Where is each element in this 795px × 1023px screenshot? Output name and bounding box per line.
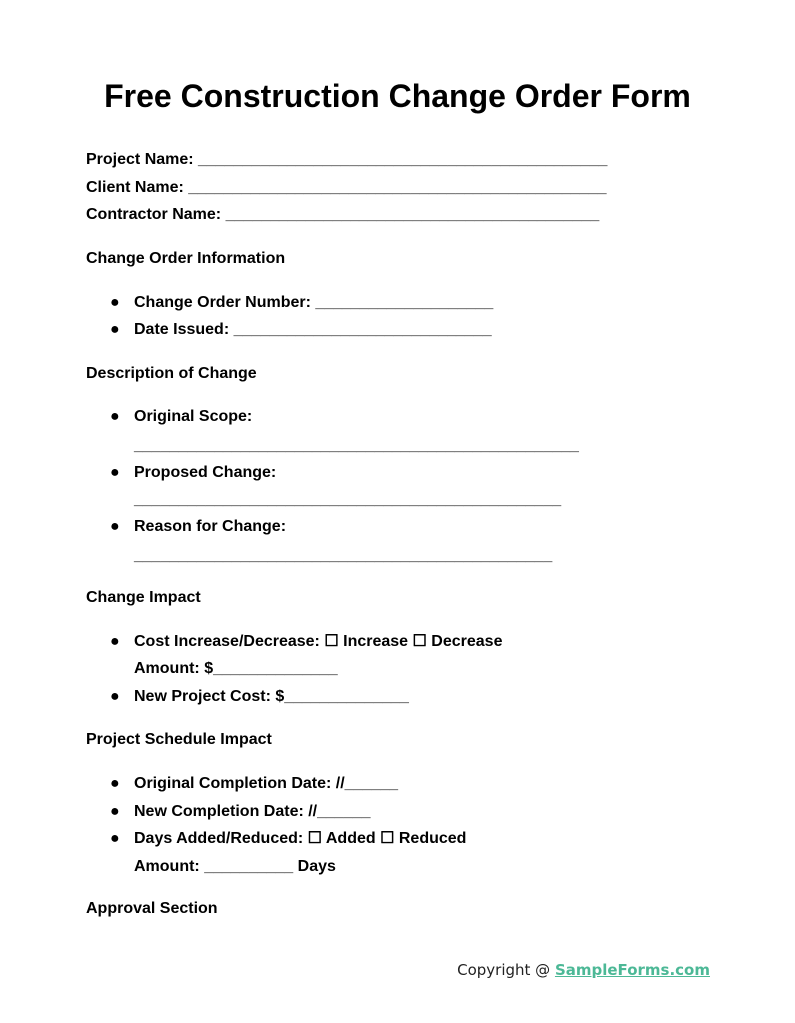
bullet-icon: ●: [110, 830, 120, 847]
contractor-name-field[interactable]: Contractor Name: __________________________________________: [86, 206, 600, 223]
section-heading-description: Description of Change: [86, 365, 257, 382]
days-added-reduced-checkboxes[interactable]: Days Added/Reduced: ☐ Added ☐ Reduced: [134, 830, 467, 847]
cost-amount-field[interactable]: Amount: $______________: [134, 660, 338, 677]
bullet-icon: ●: [110, 408, 120, 425]
section-heading-change-order: Change Order Information: [86, 250, 286, 267]
proposed-change-label: Proposed Change:: [134, 464, 277, 481]
client-name-field[interactable]: Client Name: _______________________________________________: [86, 179, 607, 196]
days-amount-field[interactable]: Amount: __________ Days: [134, 858, 336, 875]
proposed-change-field[interactable]: ________________________________________________: [134, 491, 562, 508]
bullet-icon: ●: [110, 633, 120, 650]
copyright-footer: [457, 961, 710, 979]
section-heading-impact: Change Impact: [86, 589, 201, 606]
section-heading-approval: Approval Section: [86, 900, 218, 917]
bullet-icon: ●: [110, 803, 120, 820]
reason-for-change-field[interactable]: _______________________________________________: [134, 547, 553, 564]
bullet-icon: ●: [110, 688, 120, 705]
new-project-cost-field[interactable]: New Project Cost: $______________: [134, 688, 409, 705]
bullet-icon: ●: [110, 775, 120, 792]
bullet-icon: ●: [110, 321, 120, 338]
original-scope-label: Original Scope:: [134, 408, 253, 425]
section-heading-schedule: Project Schedule Impact: [86, 731, 272, 748]
sampleforms-link[interactable]: SampleForms.com: [554, 961, 710, 979]
bullet-icon: ●: [110, 518, 120, 535]
reason-for-change-label: Reason for Change:: [134, 518, 287, 535]
bullet-icon: ●: [110, 294, 120, 311]
new-completion-date-field[interactable]: New Completion Date: //______: [134, 803, 371, 820]
original-scope-field[interactable]: __________________________________________________: [134, 437, 579, 454]
cost-increase-decrease-checkboxes[interactable]: Cost Increase/Decrease: ☐ Increase ☐ Decrease: [134, 633, 503, 650]
original-completion-date-field[interactable]: Original Completion Date: //______: [134, 775, 399, 792]
change-order-number-field[interactable]: Change Order Number: ____________________: [134, 294, 494, 311]
bullet-icon: ●: [110, 464, 120, 481]
project-name-field[interactable]: Project Name: ______________________________________________: [86, 151, 608, 168]
page-title: Free Construction Change Order Form: [104, 78, 691, 114]
date-issued-field[interactable]: Date Issued: _____________________________: [134, 321, 492, 338]
copyright-prefix: Copyright @: [457, 961, 555, 979]
